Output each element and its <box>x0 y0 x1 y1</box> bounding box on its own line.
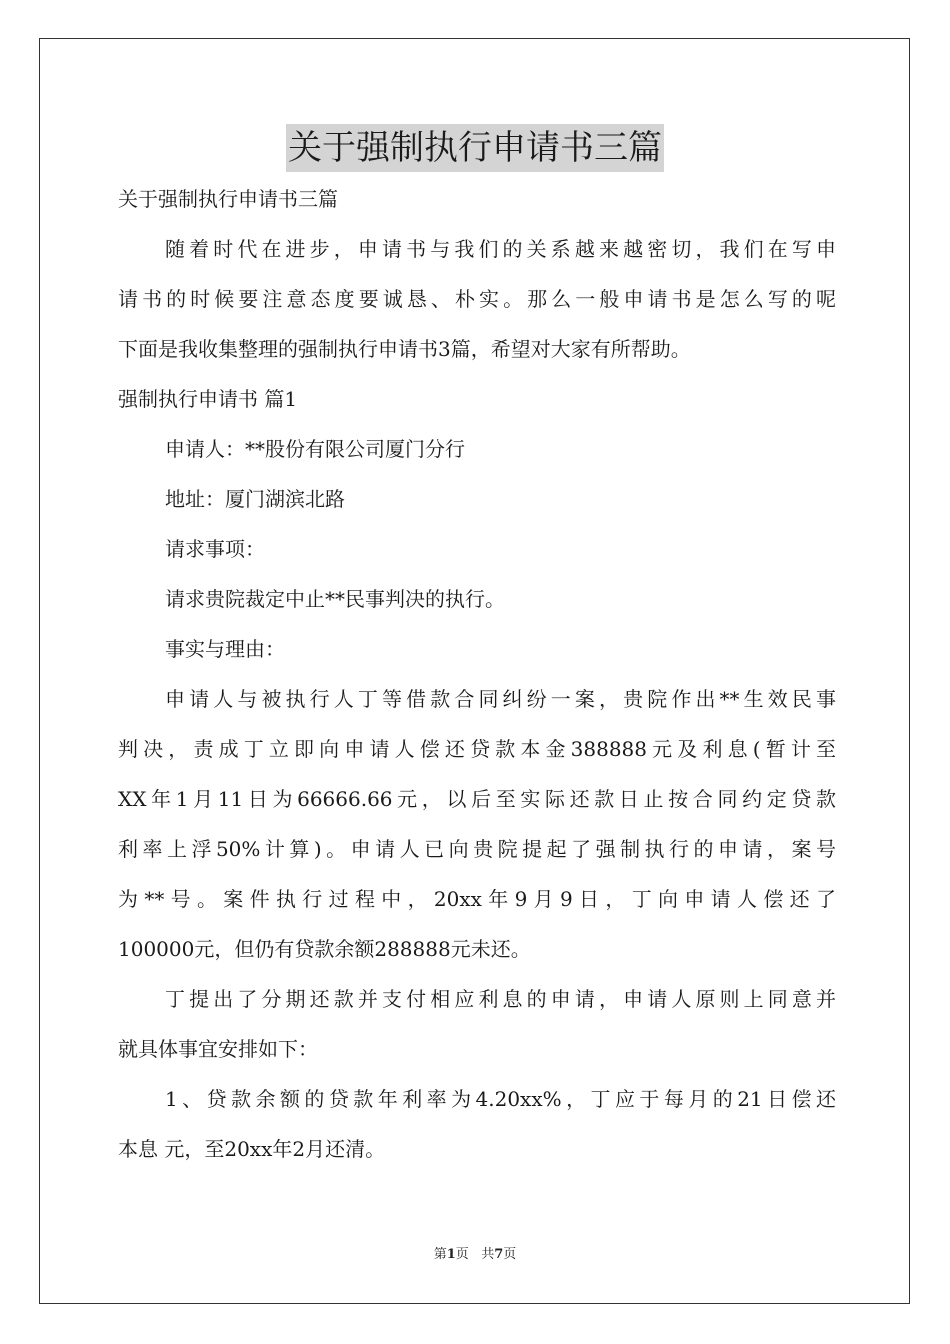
paragraph-line: 本息 元，至20xx年2月还清。 <box>118 1137 386 1161</box>
reasons-heading: 事实与理由： <box>165 637 285 661</box>
document-title: 关于强制执行申请书三篇 <box>286 124 664 172</box>
paragraph-line: 为**号。案件执行过程中，20xx年9月9日，丁向申请人偿还了 <box>118 887 836 911</box>
total-prefix: 共 <box>481 1247 495 1262</box>
paragraph-line: 判决，责成丁立即向申请人偿还贷款本金388888元及利息(暂计至 <box>118 737 836 761</box>
paragraph-line: 随着时代在进步，申请书与我们的关系越来越密切，我们在写申 <box>165 237 836 261</box>
subtitle-line: 关于强制执行申请书三篇 <box>118 187 338 211</box>
request-line: 请求贵院裁定中止**民事判决的执行。 <box>165 587 505 611</box>
total-suffix: 页 <box>503 1247 517 1262</box>
total-pages: 7 <box>494 1247 504 1262</box>
paragraph-line: 请书的时候要注意态度要诚恳、朴实。那么一般申请书是怎么写的呢 <box>118 287 836 311</box>
document-body <box>118 177 836 1177</box>
section-heading: 强制执行申请书 篇1 <box>118 387 298 411</box>
page-number: 1 <box>446 1247 456 1262</box>
paragraph-line: XX年1月11日为66666.66元，以后至实际还款日止按合同约定贷款 <box>118 787 836 811</box>
address-line: 地址：厦门湖滨北路 <box>165 487 345 511</box>
page-prefix: 第 <box>433 1247 447 1262</box>
paragraph-line: 100000元，但仍有贷款余额288888元未还。 <box>118 937 531 961</box>
applicant-line: 申请人：**股份有限公司厦门分行 <box>165 437 465 461</box>
title-area <box>0 124 950 172</box>
paragraph-line: 丁提出了分期还款并支付相应利息的申请，申请人原则上同意并 <box>165 987 836 1011</box>
paragraph-line: 下面是我收集整理的强制执行申请书3篇，希望对大家有所帮助。 <box>118 337 691 361</box>
paragraph-line: 就具体事宜安排如下： <box>118 1037 318 1061</box>
paragraph-line: 1、贷款余额的贷款年利率为4.20xx%，丁应于每月的21日偿还 <box>165 1087 836 1111</box>
page-footer <box>0 1245 950 1265</box>
request-heading: 请求事项： <box>165 537 265 561</box>
paragraph-line: 利率上浮50%计算)。申请人已向贵院提起了强制执行的申请，案号 <box>118 837 836 861</box>
paragraph-line: 申请人与被执行人丁等借款合同纠纷一案，贵院作出**生效民事 <box>165 687 836 711</box>
page-suffix: 页 <box>455 1247 469 1262</box>
